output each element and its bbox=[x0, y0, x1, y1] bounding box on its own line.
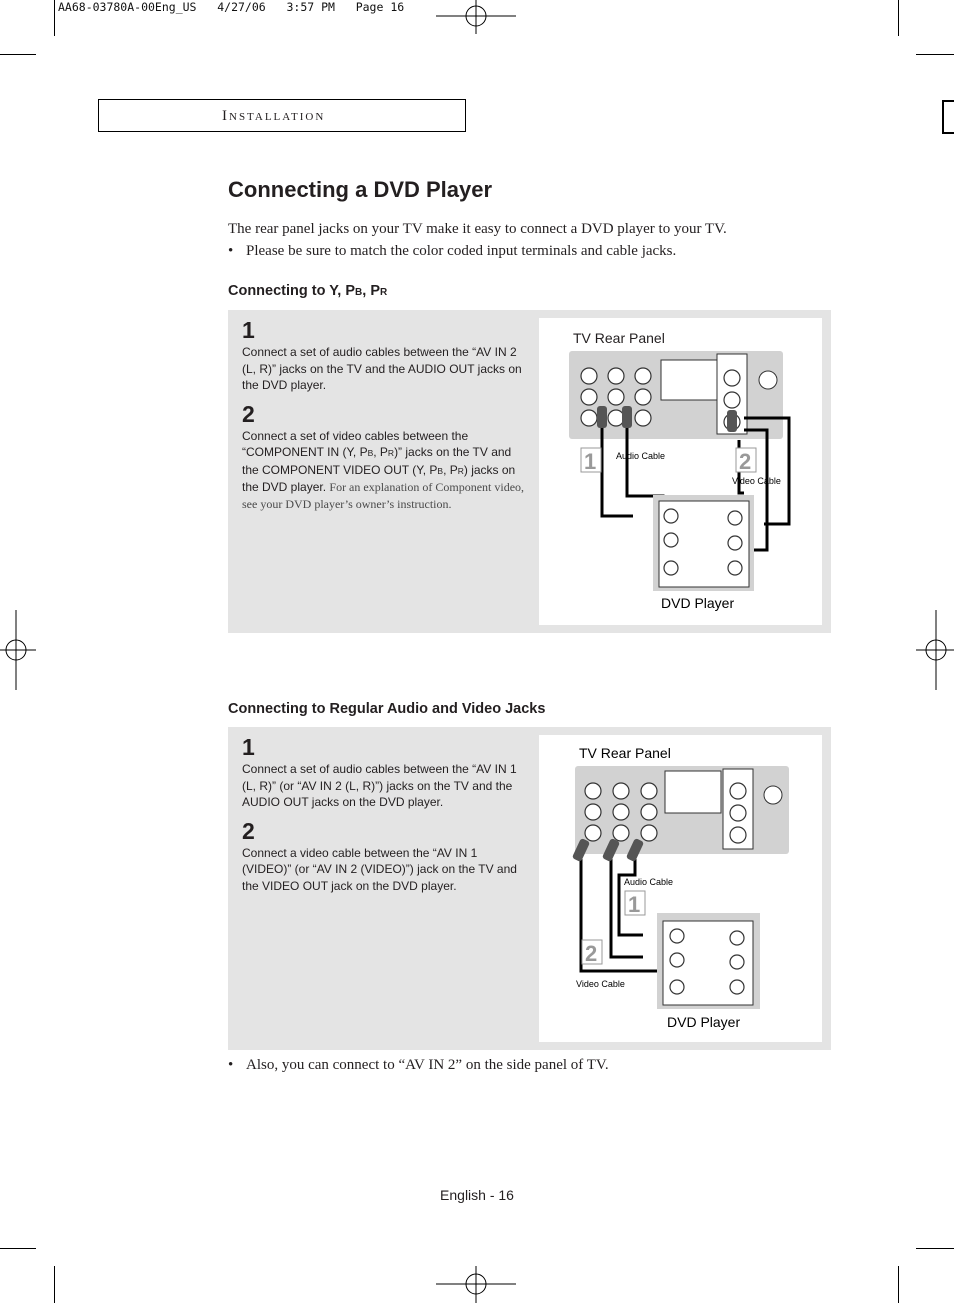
bullet-item bbox=[228, 1057, 609, 1074]
tv-av-jacks bbox=[585, 783, 657, 841]
tab-mark bbox=[942, 100, 954, 134]
tv-rear-panel-label: TV Rear Panel bbox=[579, 745, 671, 761]
section-label: Installation bbox=[222, 108, 326, 124]
step-note: For an explanation of Component video, see your DVD player’s owner’s instruction. bbox=[242, 480, 525, 511]
step-text-sub: R bbox=[457, 465, 464, 476]
step-number: 2 bbox=[242, 400, 255, 427]
subheading-component bbox=[228, 283, 387, 299]
page-title: Connecting a DVD Player bbox=[228, 177, 493, 202]
tv-av-jacks bbox=[581, 368, 651, 426]
antenna-jack-icon bbox=[764, 786, 782, 804]
registration-mark-right bbox=[916, 610, 954, 690]
dvd-player-label: DVD Player bbox=[667, 1014, 741, 1030]
audio-cable-label: Audio Cable bbox=[624, 877, 674, 887]
crop-mark bbox=[54, 0, 55, 36]
bullet-marker: • bbox=[228, 243, 234, 259]
audio-cable-label: Audio Cable bbox=[616, 451, 666, 461]
subheading-sub: B bbox=[355, 287, 363, 298]
step-number: 1 bbox=[242, 317, 255, 343]
steps-column bbox=[242, 733, 526, 900]
step-text-part: , P bbox=[373, 445, 388, 459]
intro-text: The rear panel jacks on your TV make it easy to connect a DVD player to your TV. bbox=[228, 221, 727, 237]
registration-mark-left bbox=[0, 610, 36, 690]
av-out-block bbox=[665, 771, 721, 813]
registration-mark-top bbox=[436, 0, 516, 36]
print-slug: AA68-03780A-00Eng_US 4/27/06 3:57 PM Page 16 bbox=[58, 0, 405, 14]
step-number: 2 bbox=[242, 817, 255, 844]
step-text-part: ) jacks on the DVD player. bbox=[242, 462, 516, 494]
step-text-sub: R bbox=[387, 448, 395, 458]
crop-mark bbox=[898, 0, 899, 36]
crop-mark bbox=[54, 1266, 55, 1303]
dvd-player-label: DVD Player bbox=[661, 595, 735, 611]
crop-mark bbox=[916, 1248, 954, 1249]
subheading-regular: Connecting to Regular Audio and Video Jacks bbox=[228, 701, 546, 717]
callout-number: 2 bbox=[739, 449, 752, 474]
step-number: 1 bbox=[242, 734, 255, 760]
callout-number: 2 bbox=[585, 941, 598, 966]
step-text: Connect a set of audio cables between the “AV IN 1 (L, R)” (or “AV IN 2 (L, R)”) jacks on the TV and the AUDIO OUT jacks on the DVD player. bbox=[242, 762, 517, 809]
callout-number: 1 bbox=[628, 892, 641, 917]
step-text: Connect a video cable between the “AV IN 1 (VIDEO)” (or “AV IN 2 (VIDEO)”) jack on the TV and the VIDEO OUT jack on the DVD player. bbox=[242, 845, 517, 893]
av-out-block bbox=[661, 360, 719, 400]
subheading-text: Connecting to Y, P bbox=[228, 283, 356, 299]
registration-mark-bottom bbox=[436, 1266, 516, 1303]
subheading-sub: R bbox=[380, 287, 388, 298]
step-text-sub: B bbox=[437, 465, 444, 476]
component-connection-diagram bbox=[539, 318, 822, 625]
instruction-panel-component bbox=[228, 310, 831, 633]
bullet-marker: • bbox=[228, 1057, 234, 1073]
bullet-text: Please be sure to match the color coded input terminals and cable jacks. bbox=[246, 243, 677, 259]
step-text-sub: B bbox=[367, 448, 374, 458]
crop-mark bbox=[916, 54, 954, 55]
regular-connection-diagram bbox=[539, 735, 822, 1042]
step-text-part: , P bbox=[443, 462, 458, 477]
callout-number: 1 bbox=[584, 449, 597, 474]
step-text bbox=[242, 428, 526, 513]
step-text: Connect a set of audio cables between the “AV IN 2 (L, R)” jacks on the TV and the AUDIO OUT jacks on the DVD player. bbox=[242, 345, 522, 392]
tv-rear-panel-label: TV Rear Panel bbox=[573, 330, 665, 346]
subheading-text: , P bbox=[362, 283, 380, 299]
video-cable-label: Video Cable bbox=[576, 979, 625, 989]
crop-mark bbox=[0, 54, 36, 55]
instruction-panel-regular bbox=[228, 727, 831, 1050]
step-text-part: )” jacks on the TV and the COMPONENT VIDEO OUT (Y, P bbox=[242, 445, 512, 477]
antenna-jack-icon bbox=[759, 371, 777, 389]
component-jacks bbox=[730, 783, 746, 843]
crop-mark bbox=[898, 1266, 899, 1303]
step-text-part: Connect a set of video cables between the “COMPONENT IN (Y, P bbox=[242, 428, 469, 459]
steps-column bbox=[242, 316, 526, 518]
bullet-text: Also, you can connect to “AV IN 2” on the side panel of TV. bbox=[246, 1057, 609, 1073]
bullet-item bbox=[228, 243, 676, 260]
video-cable-label: Video Cable bbox=[732, 476, 781, 486]
crop-mark bbox=[0, 1248, 36, 1249]
page-footer: English - 16 bbox=[440, 1187, 514, 1203]
